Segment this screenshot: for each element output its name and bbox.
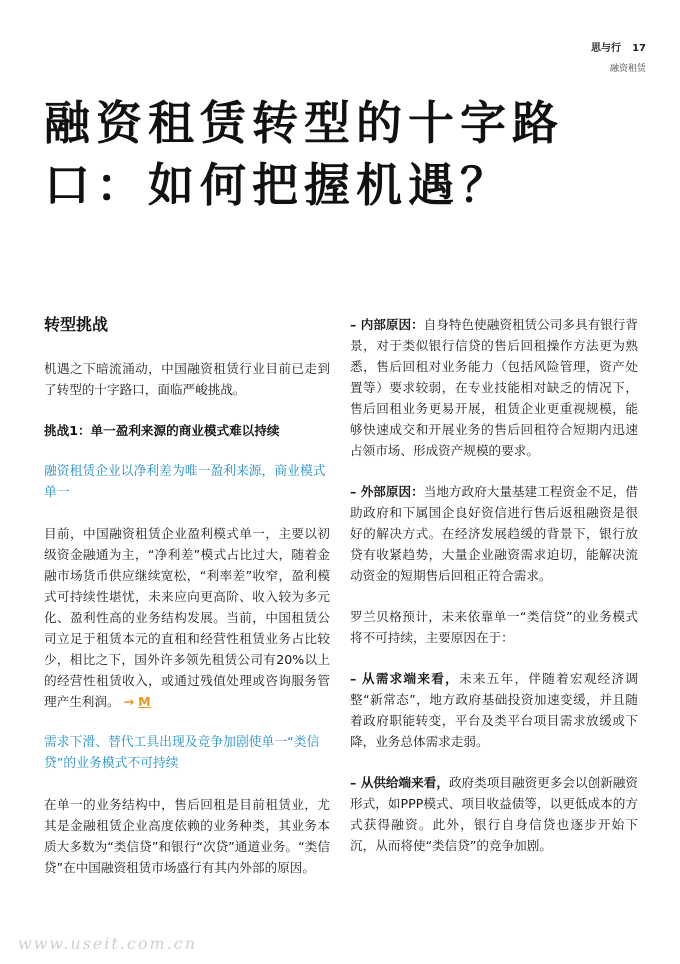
supply-text: 政府类项目融资更多会以创新融资形式，如PPP模式、项目收益债等，以更低成本的方式获得融资。此外，银行自身信贷也逐步开始下沉，从而将使“类信贷”的竞争加剧。 [350,775,639,853]
paragraph-1 [44,523,330,712]
intro-paragraph: 机遇之下暗流涌动，中国融资租赁行业目前已走到了转型的十字路口，面临严峻挑战。 [44,361,330,397]
demand-point [350,668,638,752]
page-number: 17 [632,43,646,54]
internal-reason [350,314,638,461]
external-reason [350,481,638,586]
section-heading: 转型挑战 [44,315,109,334]
arrow-right-icon: → [123,694,135,709]
more-link[interactable]: M [138,694,151,709]
header-section: 思与行 [590,43,621,54]
page-header [591,36,646,74]
watermark: www.useit.com.cn [18,934,198,953]
subheading-1: 融资租赁企业以净利差为唯一盈利来源，商业模式单一 [44,464,326,500]
page-title: 融资租赁转型的十字路口：如何把握机遇？ [44,96,564,212]
demand-label: – 从需求端来看， [350,671,460,686]
right-column [350,314,638,876]
external-reason-text: 当地方政府大量基建工程资金不足，借助政府和下属国企良好资信进行售后返租融资是很好的解决方式。在经济发展趋缓的背景下，银行放贷有收紧趋势，大量企业融资需求迫切，能解决流动资金的短期售后回租正符合需求。 [350,484,638,583]
internal-reason-label: – 内部原因： [350,317,424,332]
demand-text: 未来五年，伴随着宏观经济调整“新常态”，地方政府基础投资加速变缓，并且随着政府职能转变，平台及类平台项目需求放缓或下降，业务总体需求走弱。 [350,671,638,749]
left-column [44,314,330,898]
supply-point [350,772,638,856]
external-reason-label: – 外部原因： [350,484,424,499]
paragraph-1-text: 目前，中国融资租赁企业盈利模式单一，主要以初级资金融通为主，“净利差”模式占比过大，随着金融市场货币供应继续宽松，“利率差”收窄，盈利模式可持续性堪忧，未来应向更高阶、收入较为多元化、盈利性高的业务结构发展。当前，中国租赁公司立足于租赁本元的直租和经营性租赁业务占比较少，相比之下，国外许多领先租赁公司有20%以上的经营性租赁收入，或通过残值处理或咨询服务管理产生利润。 [44,526,330,709]
paragraph-2: 在单一的业务结构中，售后回租是目前租赁业，尤其是金融租赁企业高度依赖的业务种类，其业务本质大多数为“类信贷”和银行“次贷”通道业务。“类信贷”在中国融资租赁市场盛行有其内外部的原因。 [44,797,330,875]
challenge1-title: 挑战1：单一盈利来源的商业模式难以持续 [44,423,280,438]
forecast-paragraph: 罗兰贝格预计，未来依靠单一“类信贷”的业务模式将不可持续，主要原因在于： [350,609,638,645]
supply-label: – 从供给端来看， [350,775,449,790]
subheading-2: 需求下滑、替代工具出现及竞争加剧使单一“类信贷”的业务模式不可持续 [44,735,320,771]
internal-reason-text: 自身特色使融资租赁公司多具有银行背景，对于类似银行信贷的售后回租操作方法更为熟悉，售后回租对业务能力（包括风险管理，资产处置等）要求较弱，在专业技能相对缺乏的情况下，售后回租业务更易开展，租赁企业更重视规模，能够快速成交和开展业务的售后回租符合短期内迅速占领市场、形成资产规模的要求。 [350,317,638,458]
header-subsection: 融资租赁 [609,64,646,74]
